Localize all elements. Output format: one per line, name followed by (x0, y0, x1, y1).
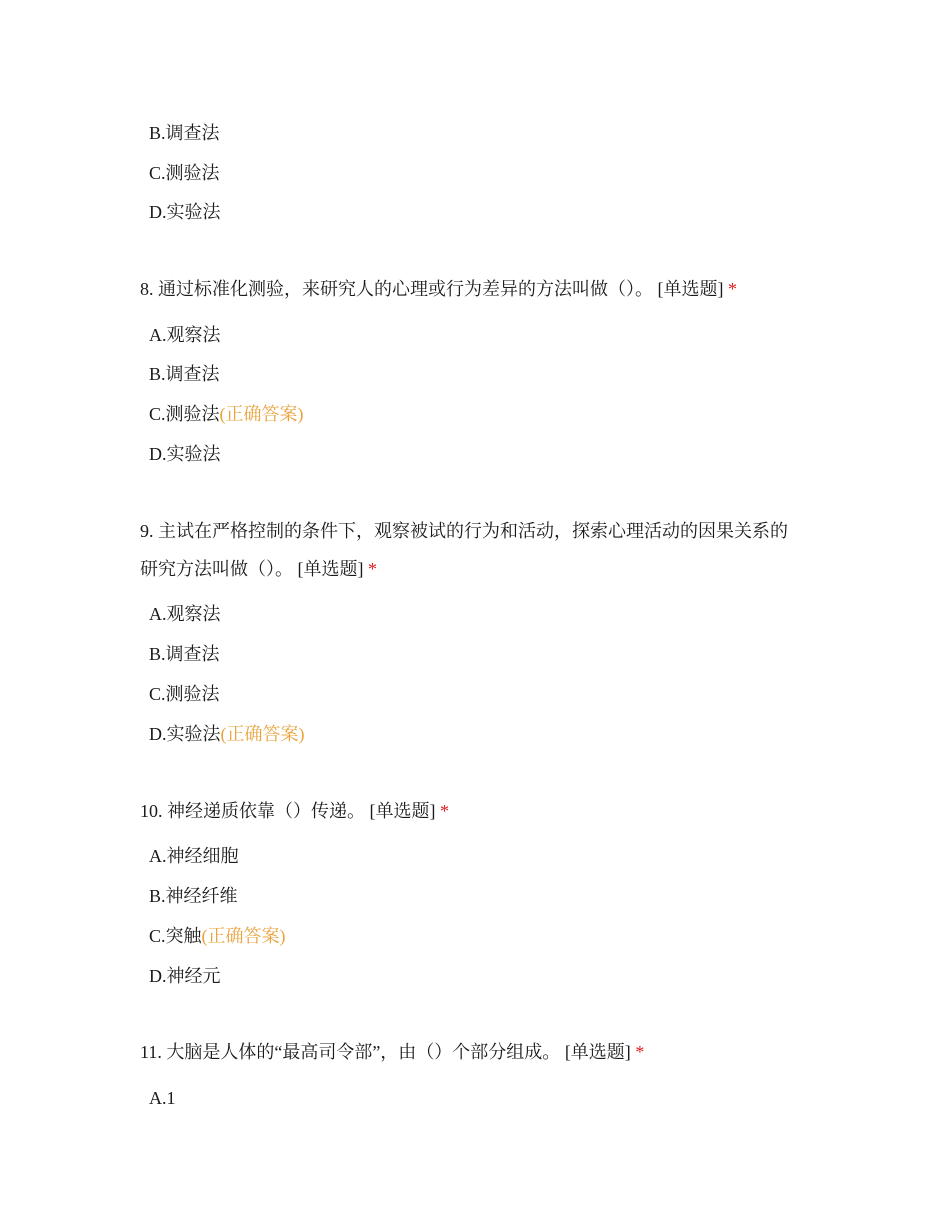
q10-option-b: B.神经纤维 (149, 886, 238, 906)
q7-option-d: D.实验法 (149, 202, 221, 222)
q9-question-line1: 9. 主试在严格控制的条件下，观察被试的行为和活动，探索心理活动的因果关系的 (140, 521, 788, 541)
q9-option-a: A.观察法 (149, 604, 221, 624)
q10-option-a: A.神经细胞 (149, 846, 239, 866)
q10-option-d: D.神经元 (149, 966, 221, 986)
q8-required-mark: * (728, 279, 737, 299)
q7-option-b: B.调查法 (149, 123, 220, 143)
q11-question (140, 1041, 644, 1063)
q7-option-c: C.测验法 (149, 163, 220, 183)
q11-required-mark: * (635, 1042, 645, 1062)
q9-type: [单选题] (297, 559, 364, 579)
q11-type: [单选题] (564, 1042, 631, 1062)
q10-question (140, 800, 449, 822)
q9-text-line2: 研究方法叫做（）。 (140, 559, 293, 579)
q10-option-c (149, 925, 286, 947)
q9-question-line2 (140, 558, 377, 580)
q11-text: 11. 大脑是人体的“最高司令部”，由（）个部分组成。 (140, 1042, 561, 1062)
q10-required-mark: * (440, 801, 449, 821)
q8-text: 8. 通过标准化测验，来研究人的心理或行为差异的方法叫做（）。 (140, 279, 653, 299)
q8-option-c (149, 403, 304, 425)
q9-option-b: B.调查法 (149, 644, 220, 664)
q9-option-d (149, 723, 305, 745)
q10-text: 10. 神经递质依靠（）传递。 (140, 801, 365, 821)
q10-option-c-label: C.突触 (149, 926, 202, 946)
q11-option-a: A.1 (149, 1088, 176, 1108)
q10-correct-answer-mark: (正确答案) (201, 926, 286, 946)
q8-option-a: A.观察法 (149, 325, 221, 345)
q9-required-mark: * (368, 559, 377, 579)
q8-question (140, 278, 737, 300)
q8-correct-answer-mark: (正确答案) (219, 404, 304, 424)
q9-option-d-label: D.实验法 (149, 724, 221, 744)
q8-type: [单选题] (657, 279, 724, 299)
q9-option-c: C.测验法 (149, 684, 220, 704)
q8-option-c-label: C.测验法 (149, 404, 220, 424)
q8-option-b: B.调查法 (149, 364, 220, 384)
q8-option-d: D.实验法 (149, 444, 221, 464)
q10-type: [单选题] (369, 801, 436, 821)
q9-correct-answer-mark: (正确答案) (220, 724, 305, 744)
